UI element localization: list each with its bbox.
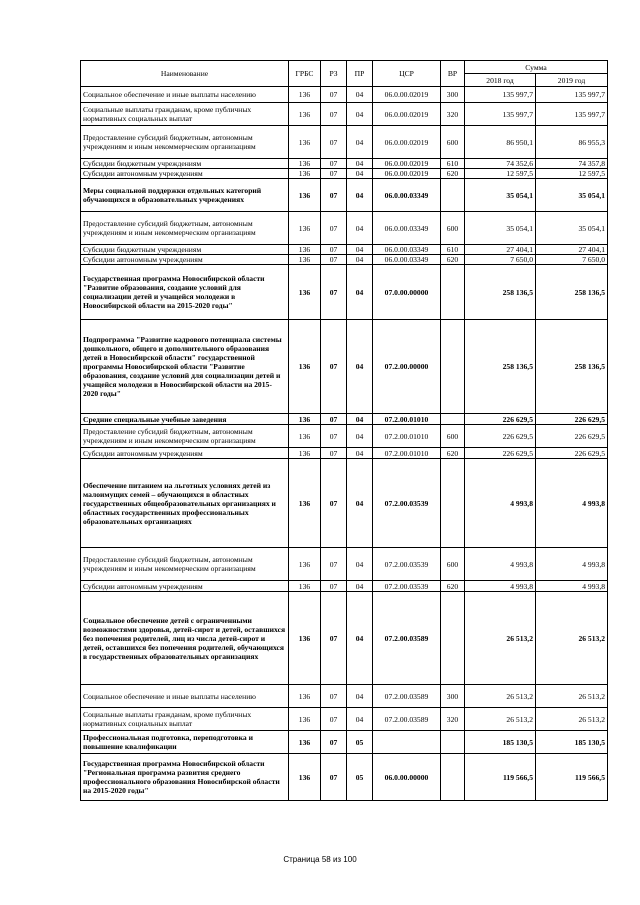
cell-vr <box>441 754 465 801</box>
cell-name: Социальные выплаты гражданам, кроме публичных нормативных социальных выплат <box>81 708 289 731</box>
cell-vr: 600 <box>441 425 465 448</box>
table-row <box>81 414 608 425</box>
header-csr: ЦСР <box>373 61 441 87</box>
cell-rz: 07 <box>321 581 347 592</box>
cell-vr: 620 <box>441 581 465 592</box>
cell-grbs: 136 <box>289 320 321 414</box>
cell-vr: 320 <box>441 103 465 126</box>
table-row <box>81 592 608 685</box>
cell-grbs: 136 <box>289 255 321 265</box>
table-row <box>81 179 608 212</box>
cell-csr: 06.0.00.02019 <box>373 169 441 179</box>
table-row <box>81 103 608 126</box>
cell-name: Субсидии бюджетным учреждениям <box>81 245 289 255</box>
cell-name: Предоставление субсидий бюджетным, автономным учреждениям и иным некоммерческим организациям <box>81 425 289 448</box>
cell-grbs: 136 <box>289 169 321 179</box>
cell-pr: 04 <box>347 592 373 685</box>
cell-sum-2018: 258 136,5 <box>465 320 536 414</box>
cell-sum-2019: 119 566,5 <box>536 754 608 801</box>
table-row <box>81 708 608 731</box>
cell-rz: 07 <box>321 754 347 801</box>
cell-pr: 04 <box>347 245 373 255</box>
cell-rz: 07 <box>321 245 347 255</box>
cell-csr: 07.2.00.03589 <box>373 685 441 708</box>
table-row <box>81 255 608 265</box>
cell-sum-2019: 26 513,2 <box>536 708 608 731</box>
cell-rz: 07 <box>321 179 347 212</box>
cell-csr: 07.2.00.01010 <box>373 414 441 425</box>
cell-sum-2018: 26 513,2 <box>465 708 536 731</box>
cell-sum-2019: 86 955,3 <box>536 126 608 159</box>
cell-sum-2018: 74 352,6 <box>465 159 536 169</box>
cell-grbs: 136 <box>289 103 321 126</box>
table-row <box>81 169 608 179</box>
cell-vr: 600 <box>441 126 465 159</box>
cell-rz: 07 <box>321 708 347 731</box>
cell-csr: 06.0.00.00000 <box>373 754 441 801</box>
cell-rz: 07 <box>321 103 347 126</box>
cell-sum-2018: 135 997,7 <box>465 87 536 103</box>
cell-pr: 04 <box>347 414 373 425</box>
cell-grbs: 136 <box>289 179 321 212</box>
cell-name: Предоставление субсидий бюджетным, автономным учреждениям и иным некоммерческим организациям <box>81 126 289 159</box>
table-row <box>81 548 608 581</box>
cell-csr: 06.0.00.02019 <box>373 126 441 159</box>
cell-csr: 06.0.00.03349 <box>373 212 441 245</box>
cell-name: Субсидии автономным учреждениям <box>81 169 289 179</box>
cell-grbs: 136 <box>289 126 321 159</box>
cell-csr: 07.0.00.00000 <box>373 265 441 320</box>
cell-sum-2019: 226 629,5 <box>536 425 608 448</box>
cell-name: Предоставление субсидий бюджетным, автономным учреждениям и иным некоммерческим организациям <box>81 548 289 581</box>
cell-sum-2018: 26 513,2 <box>465 685 536 708</box>
cell-name: Обеспечение питанием на льготных условиях детей из малоимущих семей – обучающихся в областных государственных общеобразовательных организациях и областных государственных профессиональных образовательных организациях <box>81 459 289 548</box>
table-row <box>81 159 608 169</box>
cell-pr: 04 <box>347 685 373 708</box>
cell-sum-2019: 135 997,7 <box>536 87 608 103</box>
cell-vr <box>441 320 465 414</box>
cell-sum-2019: 4 993,8 <box>536 581 608 592</box>
cell-sum-2019: 27 404,1 <box>536 245 608 255</box>
cell-sum-2019: 26 513,2 <box>536 685 608 708</box>
cell-pr: 04 <box>347 459 373 548</box>
cell-pr: 04 <box>347 126 373 159</box>
header-name: Наименование <box>81 61 289 87</box>
table-body <box>81 87 608 801</box>
cell-sum-2019: 35 054,1 <box>536 212 608 245</box>
cell-name: Социальное обеспечение и иные выплаты населению <box>81 87 289 103</box>
cell-csr: 07.2.00.03539 <box>373 459 441 548</box>
table-row <box>81 126 608 159</box>
cell-csr: 07.2.00.00000 <box>373 320 441 414</box>
cell-name: Предоставление субсидий бюджетным, автономным учреждениям и иным некоммерческим организациям <box>81 212 289 245</box>
cell-rz: 07 <box>321 320 347 414</box>
cell-pr: 04 <box>347 448 373 459</box>
cell-name: Государственная программа Новосибирской области "Развитие образования, создание условий для социализации детей и учащейся молодежи в Новосибирской области на 2015-2020 годы" <box>81 265 289 320</box>
cell-sum-2018: 27 404,1 <box>465 245 536 255</box>
cell-csr: 06.0.00.03349 <box>373 245 441 255</box>
cell-pr: 05 <box>347 754 373 801</box>
table-row <box>81 448 608 459</box>
cell-pr: 04 <box>347 159 373 169</box>
cell-name: Социальное обеспечение и иные выплаты населению <box>81 685 289 708</box>
cell-sum-2018: 35 054,1 <box>465 212 536 245</box>
cell-pr: 04 <box>347 87 373 103</box>
cell-sum-2019: 26 513,2 <box>536 592 608 685</box>
cell-csr: 07.2.00.01010 <box>373 448 441 459</box>
cell-rz: 07 <box>321 448 347 459</box>
cell-vr: 300 <box>441 685 465 708</box>
cell-sum-2018: 135 997,7 <box>465 103 536 126</box>
cell-csr: 06.0.00.03349 <box>373 179 441 212</box>
table-row <box>81 320 608 414</box>
cell-sum-2018: 119 566,5 <box>465 754 536 801</box>
cell-vr <box>441 414 465 425</box>
cell-rz: 07 <box>321 459 347 548</box>
cell-rz: 07 <box>321 169 347 179</box>
cell-sum-2018: 4 993,8 <box>465 459 536 548</box>
cell-pr: 04 <box>347 548 373 581</box>
cell-grbs: 136 <box>289 708 321 731</box>
cell-grbs: 136 <box>289 459 321 548</box>
cell-grbs: 136 <box>289 245 321 255</box>
cell-grbs: 136 <box>289 548 321 581</box>
cell-rz: 07 <box>321 87 347 103</box>
page-number: Страница 58 из 100 <box>283 855 357 864</box>
cell-pr: 04 <box>347 708 373 731</box>
cell-grbs: 136 <box>289 581 321 592</box>
cell-rz: 07 <box>321 548 347 581</box>
cell-vr: 320 <box>441 708 465 731</box>
header-grbs: ГРБС <box>289 61 321 87</box>
cell-pr: 04 <box>347 255 373 265</box>
cell-sum-2019: 258 136,5 <box>536 265 608 320</box>
cell-vr: 620 <box>441 448 465 459</box>
cell-sum-2019: 7 650,0 <box>536 255 608 265</box>
cell-sum-2019: 35 054,1 <box>536 179 608 212</box>
table-row <box>81 212 608 245</box>
cell-vr: 600 <box>441 548 465 581</box>
cell-sum-2018: 226 629,5 <box>465 414 536 425</box>
table-row <box>81 245 608 255</box>
cell-vr <box>441 265 465 320</box>
cell-sum-2019: 258 136,5 <box>536 320 608 414</box>
cell-name: Профессиональная подготовка, переподготовка и повышение квалификации <box>81 731 289 754</box>
table-row <box>81 731 608 754</box>
cell-vr: 610 <box>441 159 465 169</box>
cell-sum-2018: 35 054,1 <box>465 179 536 212</box>
cell-name: Субсидии автономным учреждениям <box>81 255 289 265</box>
cell-sum-2019: 135 997,7 <box>536 103 608 126</box>
cell-sum-2018: 258 136,5 <box>465 265 536 320</box>
cell-csr: 07.2.00.03539 <box>373 581 441 592</box>
table-row <box>81 87 608 103</box>
header-pr: ПР <box>347 61 373 87</box>
header-vr: ВР <box>441 61 465 87</box>
table-row <box>81 425 608 448</box>
cell-vr: 620 <box>441 255 465 265</box>
cell-pr: 04 <box>347 425 373 448</box>
cell-vr <box>441 459 465 548</box>
cell-rz: 07 <box>321 592 347 685</box>
cell-rz: 07 <box>321 212 347 245</box>
cell-csr: 06.0.00.02019 <box>373 87 441 103</box>
cell-sum-2019: 74 357,8 <box>536 159 608 169</box>
cell-sum-2018: 185 130,5 <box>465 731 536 754</box>
table-row <box>81 459 608 548</box>
cell-name: Средние специальные учебные заведения <box>81 414 289 425</box>
cell-sum-2018: 226 629,5 <box>465 425 536 448</box>
header-year-2019: 2019 год <box>536 74 608 87</box>
cell-csr <box>373 731 441 754</box>
cell-vr <box>441 731 465 754</box>
cell-rz: 07 <box>321 685 347 708</box>
cell-rz: 07 <box>321 126 347 159</box>
cell-vr: 610 <box>441 245 465 255</box>
cell-name: Социальные выплаты гражданам, кроме публичных нормативных социальных выплат <box>81 103 289 126</box>
table-row <box>81 265 608 320</box>
cell-name: Государственная программа Новосибирской области "Региональная программа развития среднего профессионального образования Новосибирской области на 2015-2020 годы" <box>81 754 289 801</box>
cell-rz: 07 <box>321 159 347 169</box>
cell-pr: 04 <box>347 103 373 126</box>
cell-csr: 06.0.00.02019 <box>373 159 441 169</box>
table-row <box>81 685 608 708</box>
cell-rz: 07 <box>321 425 347 448</box>
cell-name: Субсидии автономным учреждениям <box>81 581 289 592</box>
cell-sum-2019: 12 597,5 <box>536 169 608 179</box>
cell-grbs: 136 <box>289 448 321 459</box>
cell-grbs: 136 <box>289 159 321 169</box>
cell-grbs: 136 <box>289 414 321 425</box>
cell-sum-2018: 26 513,2 <box>465 592 536 685</box>
cell-csr: 06.0.00.02019 <box>373 103 441 126</box>
cell-sum-2018: 226 629,5 <box>465 448 536 459</box>
cell-grbs: 136 <box>289 87 321 103</box>
cell-name: Социальное обеспечение детей с ограниченными возможностями здоровья, детей-сирот и детей, оставшихся без попечения родителей, лиц из числа детей-сирот и детей, оставшихся без попечения родителей, обучающихся в государственных образовательных организациях <box>81 592 289 685</box>
cell-csr: 06.0.00.03349 <box>373 255 441 265</box>
cell-csr: 07.2.00.03589 <box>373 592 441 685</box>
cell-rz: 07 <box>321 265 347 320</box>
header-sum: Сумма <box>465 61 608 74</box>
cell-sum-2019: 185 130,5 <box>536 731 608 754</box>
table-row <box>81 754 608 801</box>
cell-name: Субсидии автономным учреждениям <box>81 448 289 459</box>
cell-pr: 04 <box>347 179 373 212</box>
table-header <box>81 61 608 87</box>
cell-sum-2019: 226 629,5 <box>536 414 608 425</box>
cell-pr: 04 <box>347 265 373 320</box>
cell-rz: 07 <box>321 414 347 425</box>
cell-vr: 600 <box>441 212 465 245</box>
table-row <box>81 581 608 592</box>
cell-name: Меры социальной поддержки отдельных категорий обучающихся в образовательных учреждениях <box>81 179 289 212</box>
cell-pr: 04 <box>347 169 373 179</box>
cell-vr: 300 <box>441 87 465 103</box>
cell-grbs: 136 <box>289 754 321 801</box>
cell-rz: 07 <box>321 731 347 754</box>
cell-grbs: 136 <box>289 731 321 754</box>
cell-sum-2019: 4 993,8 <box>536 459 608 548</box>
cell-sum-2018: 4 993,8 <box>465 581 536 592</box>
header-rz: РЗ <box>321 61 347 87</box>
cell-pr: 05 <box>347 731 373 754</box>
cell-name: Субсидии бюджетным учреждениям <box>81 159 289 169</box>
cell-grbs: 136 <box>289 685 321 708</box>
cell-sum-2018: 4 993,8 <box>465 548 536 581</box>
cell-grbs: 136 <box>289 425 321 448</box>
cell-pr: 04 <box>347 212 373 245</box>
cell-vr <box>441 592 465 685</box>
budget-table <box>80 60 608 801</box>
cell-sum-2018: 86 950,1 <box>465 126 536 159</box>
header-year-2018: 2018 год <box>465 74 536 87</box>
cell-csr: 07.2.00.03589 <box>373 708 441 731</box>
cell-sum-2018: 7 650,0 <box>465 255 536 265</box>
cell-csr: 07.2.00.03539 <box>373 548 441 581</box>
cell-vr: 620 <box>441 169 465 179</box>
cell-rz: 07 <box>321 255 347 265</box>
cell-pr: 04 <box>347 581 373 592</box>
cell-name: Подпрограмма "Развитие кадрового потенциала системы дошкольного, общего и дополнительного образования детей в Новосибирской области" государственной программы Новосибирской области "Развитие образования, создание условий для социализации детей и учащейся молодежи в Новосибирской области на 2015-2020 годы" <box>81 320 289 414</box>
cell-vr <box>441 179 465 212</box>
cell-csr: 07.2.00.01010 <box>373 425 441 448</box>
cell-pr: 04 <box>347 320 373 414</box>
cell-grbs: 136 <box>289 212 321 245</box>
cell-sum-2019: 4 993,8 <box>536 548 608 581</box>
cell-sum-2019: 226 629,5 <box>536 448 608 459</box>
cell-grbs: 136 <box>289 265 321 320</box>
cell-grbs: 136 <box>289 592 321 685</box>
cell-sum-2018: 12 597,5 <box>465 169 536 179</box>
